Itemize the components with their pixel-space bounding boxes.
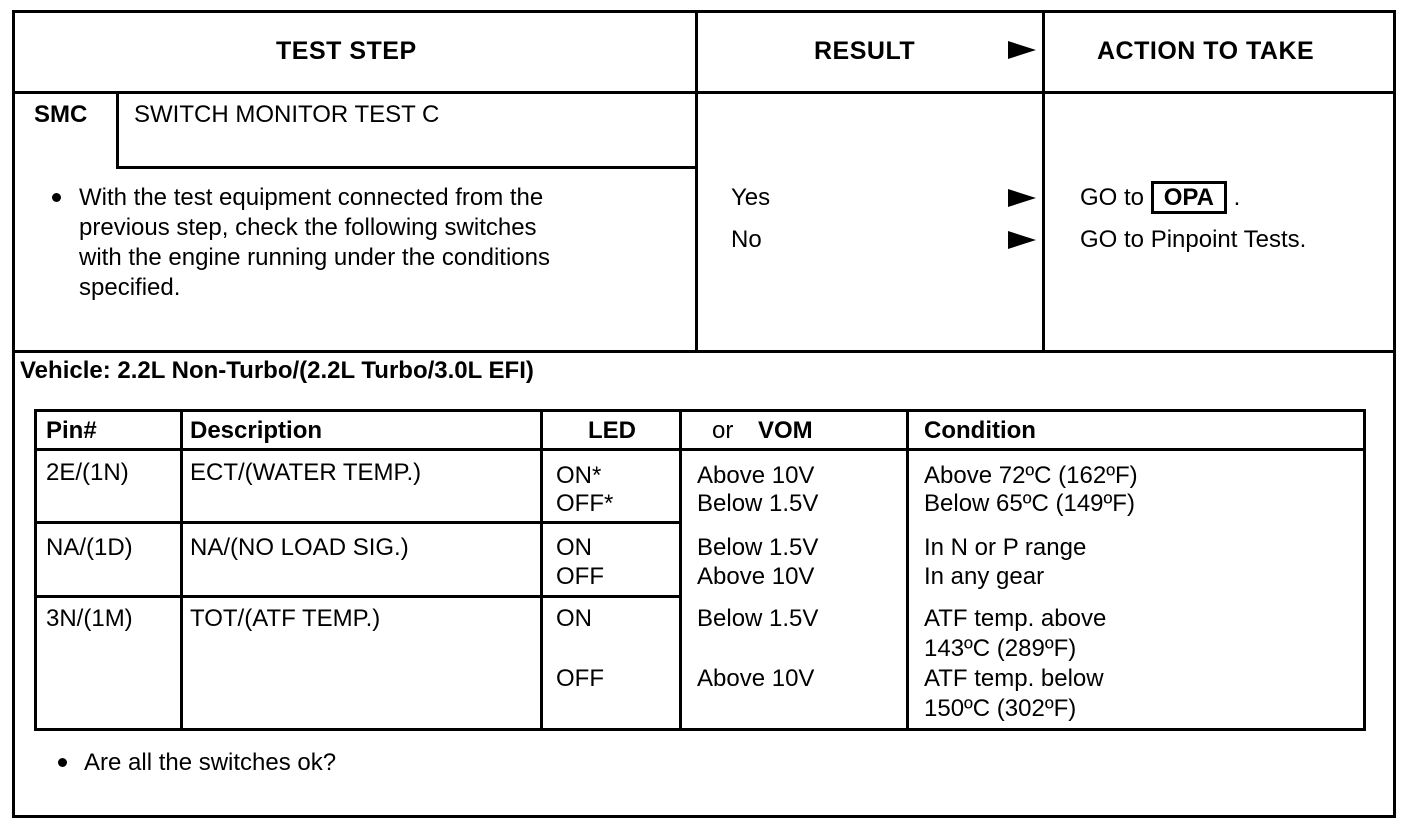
row1-description: ECT/(WATER TEMP.)	[190, 459, 422, 486]
row3-vom-2: Above 10V	[697, 665, 815, 692]
instruction-line-1: With the test equipment connected from the	[79, 184, 544, 211]
action-yes	[1080, 183, 1240, 213]
column-divider-2	[1042, 10, 1045, 352]
col-condition: Condition	[924, 417, 1036, 444]
header-result: RESULT	[814, 37, 916, 65]
bullet-icon	[52, 193, 61, 202]
col-description: Description	[190, 417, 323, 444]
row3-condition-1: ATF temp. above	[924, 605, 1107, 632]
row1-condition-1: Above 72ºC (162ºF)	[924, 462, 1138, 489]
action-yes-prefix: GO to	[1080, 184, 1145, 211]
row-divider-1	[34, 521, 681, 524]
instruction-line-2: previous step, check the following switches	[79, 214, 537, 241]
table-col-divider-3	[679, 409, 682, 731]
action-yes-link[interactable]: OPA	[1151, 181, 1227, 214]
row2-pin: NA/(1D)	[46, 534, 133, 561]
col-pin: Pin#	[46, 417, 97, 444]
step-title-divider	[116, 166, 696, 169]
header-test-step: TEST STEP	[276, 37, 417, 65]
step-code-divider	[116, 91, 119, 168]
instruction-line-4: specified.	[79, 274, 181, 301]
result-no-arrow-icon	[1008, 231, 1036, 249]
row2-condition-1: In N or P range	[924, 534, 1087, 561]
header-action: ACTION TO TAKE	[1097, 37, 1315, 65]
question-text: Are all the switches ok?	[84, 749, 337, 776]
row1-condition-2: Below 65ºC (149ºF)	[924, 490, 1135, 517]
header-arrow-icon	[1008, 41, 1036, 59]
instruction-line-3: with the engine running under the conditions	[79, 244, 550, 271]
row3-vom-1: Below 1.5V	[697, 605, 819, 632]
row3-condition-2: 143ºC (289ºF)	[924, 635, 1077, 662]
row3-led-on: ON	[556, 605, 592, 632]
row2-vom-1: Below 1.5V	[697, 534, 819, 561]
row2-vom-2: Above 10V	[697, 563, 815, 590]
step-title: SWITCH MONITOR TEST C	[134, 101, 440, 128]
row2-condition-2: In any gear	[924, 563, 1045, 590]
row2-led-off: OFF	[556, 563, 604, 590]
row1-led-on: ON*	[556, 462, 602, 489]
row-divider-2	[34, 595, 681, 598]
vehicle-label: Vehicle: 2.2L Non-Turbo/(2.2L Turbo/3.0L EFI)	[20, 357, 534, 384]
col-led: LED	[588, 417, 636, 444]
row3-condition-4: 150ºC (302ºF)	[924, 695, 1077, 722]
col-vom: VOM	[758, 417, 813, 444]
action-yes-suffix: .	[1233, 184, 1241, 211]
column-divider-1	[695, 10, 698, 352]
row3-description: TOT/(ATF TEMP.)	[190, 605, 381, 632]
row3-condition-3: ATF temp. below	[924, 665, 1104, 692]
table-col-divider-1	[180, 409, 183, 731]
row1-pin: 2E/(1N)	[46, 459, 129, 486]
action-no: GO to Pinpoint Tests.	[1080, 226, 1307, 253]
result-yes-arrow-icon	[1008, 189, 1036, 207]
row3-pin: 3N/(1M)	[46, 605, 133, 632]
section-divider	[12, 350, 1396, 353]
row1-vom-2: Below 1.5V	[697, 490, 819, 517]
row1-led-off: OFF*	[556, 490, 614, 517]
table-col-divider-4	[906, 409, 909, 731]
row3-led-off: OFF	[556, 665, 604, 692]
row1-vom-1: Above 10V	[697, 462, 815, 489]
result-yes: Yes	[731, 184, 771, 211]
col-or: or	[712, 417, 734, 444]
table-col-divider-2	[540, 409, 543, 731]
result-no: No	[731, 226, 762, 253]
table-header-divider	[34, 448, 1366, 451]
row2-description: NA/(NO LOAD SIG.)	[190, 534, 409, 561]
header-divider	[12, 91, 1396, 94]
row2-led-on: ON	[556, 534, 592, 561]
step-code: SMC	[34, 101, 88, 128]
question-bullet-icon	[58, 758, 67, 767]
